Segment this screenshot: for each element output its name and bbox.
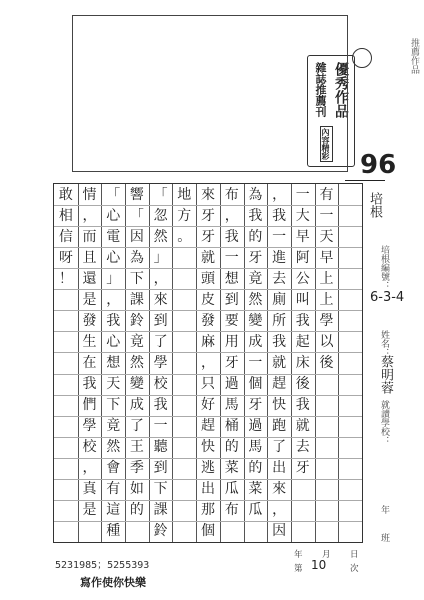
essay-character: 真 [82, 481, 97, 498]
essay-character: 所 [272, 312, 287, 329]
essay-character: 馬 [248, 439, 263, 456]
essay-character: 床 [295, 355, 310, 371]
essay-character: 為 [129, 249, 144, 266]
essay-character: 且 [82, 249, 97, 266]
essay-character: 起 [295, 333, 310, 350]
mascot-icon [352, 48, 372, 68]
essay-character: 早 [295, 228, 310, 245]
essay-character: 因 [272, 523, 287, 540]
essay-character: 上 [319, 291, 334, 308]
footer-phones: 5231985；5255393 [55, 560, 150, 571]
essay-character: 種 [106, 523, 121, 540]
essay-character: 來 [272, 481, 287, 498]
essay-character: 發 [201, 312, 215, 329]
name-label: 姓名： [379, 330, 389, 357]
essay-character: 去 [295, 439, 310, 456]
essay-character: 菜 [248, 481, 263, 498]
essay-character: 牙 [295, 460, 310, 477]
essay-character: 了 [272, 439, 287, 456]
essay-character: 以 [319, 333, 334, 350]
essay-character: 我 [272, 207, 287, 224]
essay-character: 過 [224, 376, 239, 393]
essay-character: 成 [248, 333, 263, 350]
essay-character: 相 [58, 207, 73, 224]
footer-slogan: 寫作使你快樂 [80, 576, 146, 589]
essay-character: 這 [106, 502, 121, 519]
essay-character: 逃 [201, 460, 215, 477]
essay-character: 來 [201, 186, 215, 203]
essay-character: 課 [153, 502, 168, 519]
essay-character: 牙 [224, 355, 239, 371]
essay-character: 公 [295, 270, 310, 287]
essay-character: ， [272, 186, 287, 203]
essay-character: 竟 [106, 418, 121, 435]
essay-character: 是 [82, 291, 97, 308]
essay-character: 聽 [153, 439, 168, 456]
school-label: 就讀學校： [379, 400, 389, 445]
essay-character: 而 [82, 228, 97, 245]
essay-character: 來 [153, 291, 168, 308]
class-label: 班 [379, 533, 389, 542]
grid-column-line [338, 184, 339, 542]
essay-character: 因 [129, 228, 144, 245]
essay-character: 我 [82, 376, 97, 393]
essay-character: 的 [248, 228, 263, 245]
badge-title: 優秀作品 [333, 62, 349, 118]
teacher-comment-box [72, 15, 348, 172]
essay-character: 課 [129, 291, 144, 308]
essay-character: 趕 [272, 376, 287, 393]
essay-character: 」 [153, 249, 168, 266]
essay-character: 發 [82, 312, 97, 329]
writing-grid [53, 183, 363, 543]
essay-character: 牙 [248, 249, 263, 266]
essay-character: 的 [129, 502, 144, 519]
essay-character: 變 [129, 376, 144, 393]
essay-character: 我 [224, 228, 239, 245]
essay-character: 個 [201, 523, 215, 540]
essay-character: 」 [106, 270, 121, 287]
score-underline [345, 180, 385, 181]
essay-character: 想 [224, 270, 239, 287]
essay-character: 校 [82, 439, 97, 456]
essay-character: 上 [319, 270, 334, 287]
essay-character: 「 [153, 186, 168, 203]
essay-character: ， [201, 355, 215, 371]
essay-character: 然 [106, 439, 121, 456]
essay-character: 跑 [272, 418, 287, 435]
essay-character: 鈴 [153, 523, 168, 540]
essay-character: 敢 [58, 186, 73, 203]
essay-character: 為 [248, 186, 263, 203]
essay-character: 信 [58, 228, 73, 245]
essay-character: 到 [153, 460, 168, 477]
essay-character: 桶 [224, 418, 239, 435]
essay-character: 下 [153, 481, 168, 498]
footer-page-suffix: 次 [350, 564, 359, 574]
essay-character: 有 [319, 186, 334, 203]
essay-character: 下 [129, 270, 144, 287]
grade-label: 年 [379, 505, 389, 514]
essay-character: 廁 [272, 291, 287, 308]
essay-character: 在 [82, 355, 97, 371]
footer-day: 日 [350, 550, 359, 560]
essay-character: 了 [153, 333, 168, 350]
essay-character: 王 [129, 439, 144, 456]
essay-character: 我 [248, 207, 263, 224]
essay-character: 進 [272, 249, 287, 266]
essay-character: 一 [248, 355, 263, 371]
essay-character: 天 [319, 228, 334, 245]
essay-character: 電 [106, 228, 121, 245]
essay-character: 的 [224, 439, 239, 456]
essay-character: 我 [295, 312, 310, 329]
essay-character: 個 [248, 376, 263, 393]
essay-character: 叫 [295, 291, 310, 308]
essay-character: 我 [272, 333, 287, 350]
essay-character: 情 [82, 186, 97, 203]
essay-character: 出 [201, 481, 215, 498]
essay-character: 「 [106, 186, 121, 203]
essay-character: 然 [248, 291, 263, 308]
essay-character: 一 [319, 207, 334, 224]
footer-page-number: 10 [311, 558, 327, 572]
student-name: 蔡明蓉 [378, 355, 393, 394]
badge-small-text: 內容精彩 [321, 128, 331, 160]
essay-character: 到 [153, 312, 168, 329]
essay-character: 生 [82, 333, 97, 350]
essay-character: 瓜 [224, 481, 239, 498]
essay-character: 大 [295, 207, 310, 224]
essay-character: 學 [153, 355, 168, 371]
essay-character: 下 [106, 397, 121, 414]
essay-character: 布 [224, 186, 239, 203]
essay-character: 去 [272, 270, 287, 287]
essay-character: 一 [295, 186, 310, 203]
essay-character: 然 [129, 355, 144, 371]
essay-character: 到 [224, 291, 239, 308]
essay-character: 了 [129, 418, 144, 435]
essay-character: 瓜 [248, 502, 263, 519]
stamp-header: 推薦作品 [409, 38, 419, 74]
essay-character: 天 [106, 376, 121, 393]
badge-subtitle: 雜誌推薦刊 [314, 62, 327, 117]
essay-character: 一 [153, 418, 168, 435]
footer-month: 月 [322, 550, 331, 560]
essay-character: 學 [319, 312, 334, 329]
essay-character: ， [106, 291, 121, 308]
essay-character: 出 [272, 460, 287, 477]
essay-character: 用 [224, 333, 239, 350]
essay-character: 有 [106, 481, 121, 498]
essay-character: 後 [295, 376, 310, 393]
essay-character: 就 [295, 418, 310, 435]
essay-character: 一 [272, 228, 287, 245]
essay-character: 竟 [248, 270, 263, 287]
footer-year: 年 [294, 550, 303, 560]
essay-character: 一 [224, 249, 239, 266]
essay-character: 好 [201, 397, 215, 414]
essay-character: ， [153, 270, 168, 287]
essay-character: 早 [319, 249, 334, 266]
essay-character: 還 [82, 270, 97, 287]
essay-character: 菜 [224, 460, 239, 477]
essay-character: 校 [153, 376, 168, 393]
essay-character: 後 [319, 355, 334, 371]
essay-character: 如 [129, 481, 144, 498]
essay-character: 呀 [58, 249, 73, 266]
essay-character: 心 [106, 207, 121, 224]
essay-character: 方 [177, 207, 192, 224]
essay-character: ， [82, 207, 97, 224]
essay-character: 們 [82, 397, 97, 414]
essay-character: 。 [177, 228, 192, 245]
essay-character: 皮 [201, 291, 215, 308]
essay-character: 鈴 [129, 312, 144, 329]
essay-character: 布 [224, 502, 239, 519]
essay-character: 成 [129, 397, 144, 414]
essay-character: 變 [248, 312, 263, 329]
essay-character: 想 [106, 355, 121, 371]
essay-character: 我 [106, 312, 121, 329]
essay-character: 是 [82, 502, 97, 519]
essay-character: 忽 [153, 207, 168, 224]
essay-character: 就 [272, 355, 287, 371]
footer-page-prefix: 第 [294, 564, 303, 574]
essay-character: 的 [248, 460, 263, 477]
essay-character: ！ [58, 270, 73, 287]
essay-character: 學 [82, 418, 97, 435]
id-label: 培根編號： [379, 245, 389, 290]
score-label: 培根 [367, 192, 382, 218]
essay-character: 快 [272, 397, 287, 414]
essay-character: 響 [129, 186, 144, 203]
essay-character: 馬 [224, 397, 239, 414]
essay-character: 心 [106, 249, 121, 266]
essay-character: ， [82, 460, 97, 477]
essay-character: 「 [129, 207, 144, 224]
essay-character: 我 [153, 397, 168, 414]
essay-character: 過 [248, 418, 263, 435]
essay-character: 要 [224, 312, 239, 329]
id-number: 6-3-4 [370, 290, 405, 305]
essay-character: ， [224, 207, 239, 224]
essay-character: 就 [201, 249, 215, 266]
essay-character: 只 [201, 376, 215, 393]
essay-character: 地 [177, 186, 192, 203]
score: 96 [360, 150, 397, 180]
essay-character: 會 [106, 460, 121, 477]
essay-character: ， [272, 502, 287, 519]
essay-character: 牙 [201, 228, 215, 245]
essay-character: 然 [153, 228, 168, 245]
essay-character: 季 [129, 460, 144, 477]
essay-character: 我 [295, 397, 310, 414]
essay-character: 阿 [295, 249, 310, 266]
essay-character: 麻 [201, 333, 215, 350]
essay-character: 心 [106, 333, 121, 350]
essay-character: 牙 [248, 397, 263, 414]
essay-character: 竟 [129, 333, 144, 350]
essay-character: 那 [201, 502, 215, 519]
essay-character: 牙 [201, 207, 215, 224]
essay-character: 快 [201, 439, 215, 456]
essay-character: 趕 [201, 418, 215, 435]
essay-character: 頭 [201, 270, 215, 287]
